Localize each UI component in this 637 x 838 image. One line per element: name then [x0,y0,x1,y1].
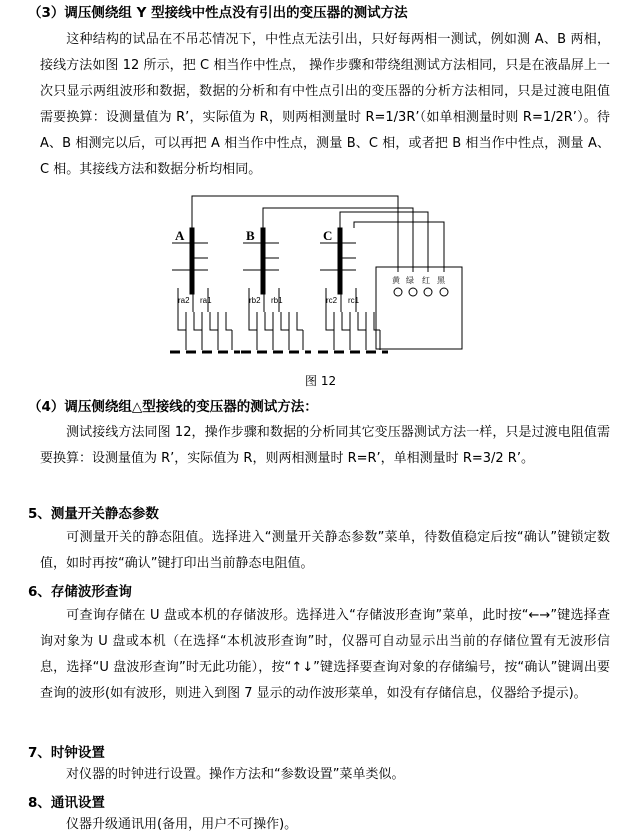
section4-text: 测试接线方法同图 12，操作步骤和数据的分析同其它变压器测试方法一样，只是过渡电阻值需要换算：设测量值为 R’，实际值为 R，则两相测量时 R=R’，单相测量时 R=3/2 R’。 [40,425,610,466]
section6-heading: 6、存储波形查询 [28,584,132,600]
section3-heading: （3）调压侧绕组 Y 型接线中性点没有引出的变压器的测试方法 [28,5,408,21]
phase-a-label: A [175,228,185,243]
section3-text: 这种结构的试品在不吊芯情况下，中性点无法引出，只好每两相一测试，例如测 A、B 两相，接线方法如图 12 所示，把 C 相当作中性点， 操作步骤和带绕组测试方法相同，只是在液晶屏上一次只显示两组波形和数据，数据的分析和有中性点引出的变压器的分析方法相同，只是过渡电阻值需要换算：设测量值为 R’，实际值为 R，则两相测量时 R=1/3R’（如单相测量时则 R=1/2R’）。待 A、B 相测完以后，可以再把 A 相当作中性点，测量 B、C 相，或者把 B 相当作中性点，测量 A、C 相。其接线方法和数据分析均相同。 [40,32,610,177]
winding-rb1-label: rb1 [271,296,283,305]
section5-paragraph [40,525,610,577]
winding-rc1-label: rc1 [348,296,360,305]
figure-caption: 图 12 [305,374,337,388]
section8-text: 仪器升级通讯用(备用，用户不可操作)。 [66,817,298,832]
phase-b-label: B [246,228,255,243]
terminal-black [440,288,448,296]
winding-ra1-label: ra1 [200,296,212,305]
section8-heading: 8、通讯设置 [28,795,105,811]
terminal-green [409,288,417,296]
terminal-yellow [394,288,402,296]
phase-a-winding [170,228,240,352]
winding-rc2-label: rc2 [326,296,338,305]
terminal-red [424,288,432,296]
section8-paragraph [40,812,297,838]
terminal-label-green: 绿 [406,276,414,285]
instrument-box [376,267,462,349]
terminal-label-red: 红 [422,276,430,285]
section5-text: 可测量开关的静态阻值。选择进入“测量开关静态参数”菜单，待数值稳定后按“确认”键锁定数值，如时再按“确认”键打印出当前静态电阻值。 [40,530,610,571]
wiring-diagram [0,0,637,400]
section7-heading: 7、时钟设置 [28,745,105,761]
section7-text: 对仪器的时钟进行设置。操作方法和“参数设置”菜单类似。 [66,767,405,782]
section6-text: 可查询存储在 U 盘或本机的存储波形。选择进入“存储波形查询”菜单，此时按“←→”键选择查询对象为 U 盘或本机（在选择“本机波形查询”时，仪器可自动显示出当前的存储位置有无波形信息，选择“U 盘波形查询”时无此功能），按“↑↓”键选择要查询对象的存储编号，按“确认”键调出要查询的波形(如有波形，则进入到图 7 显示的动作波形菜单，如没有存储信息，仪器给予提示)。 [40,608,610,701]
winding-ra2-label: ra2 [178,296,190,305]
section4-paragraph [40,420,610,472]
section5-heading: 5、测量开关静态参数 [28,506,159,522]
instrument-labels [392,275,446,285]
terminal-label-yellow: 黄 [392,276,400,285]
section4-heading: （4）调压侧绕组△型接线的变压器的测试方法： [28,399,318,415]
terminal-label-black: 黑 [437,276,445,285]
section6-paragraph [40,603,610,707]
winding-rb2-label: rb2 [249,296,261,305]
section7-paragraph [40,762,404,788]
phase-c-label: C [323,228,333,243]
phase-c-winding [318,228,388,352]
phase-b-winding [241,228,311,352]
